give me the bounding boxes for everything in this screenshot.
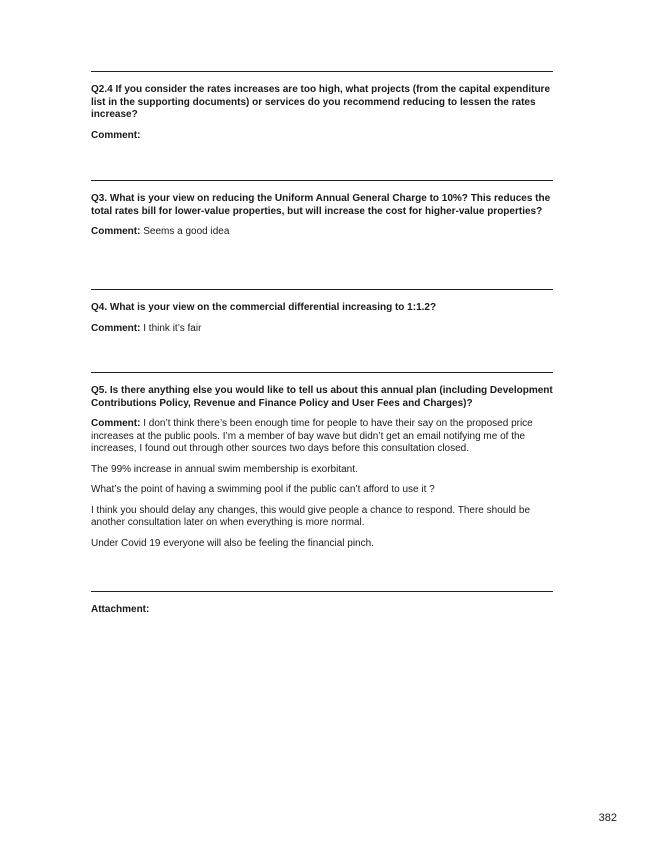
comment-label: Comment: — [91, 322, 141, 334]
comment-label: Comment: — [91, 129, 141, 141]
page-number: 382 — [598, 812, 617, 824]
comment — [91, 130, 553, 143]
question-section-q3 — [91, 180, 553, 239]
comment — [91, 323, 553, 336]
question-section-q2-4 — [91, 71, 553, 142]
question-text: Q3. What is your view on reducing the Uniform Annual General Charge to 10%? This reduces the total rates bill for lower-value properties, but will increase the cost for higher-value properties? — [91, 193, 551, 217]
divider-line — [91, 591, 553, 592]
question-section-q4 — [91, 289, 553, 335]
divider-line — [91, 289, 553, 290]
comment-paragraph: I think you should delay any changes, this would give people a chance to respond. There should be another consultation later on when everything is more normal. — [91, 504, 530, 528]
comment-paragraph: What’s the point of having a swimming pool if the public can’t afford to use it ? — [91, 484, 435, 495]
comment-text: Seems a good idea — [140, 226, 230, 237]
attachment-section — [91, 591, 553, 627]
question-text: Q5. Is there anything else you would like to tell us about this annual plan (including Development Contributions Policy, Revenue and Finance Policy and User Fees and Charges)? — [91, 385, 553, 409]
comment-paragraph: The 99% increase in annual swim membership is exorbitant. — [91, 463, 358, 475]
comment-text: I don’t think there’s been enough time for people to have their say on the proposed price increases at the public pools. I’m a member of bay wave but didn’t get an email notifying me of the increases, I found out through other sources two days before this consultation closed. — [91, 418, 533, 454]
comment — [91, 418, 553, 456]
divider-line — [91, 71, 553, 72]
comment-paragraph: Under Covid 19 everyone will also be feeling the financial pinch. — [91, 537, 374, 549]
comment-text: I think it’s fair — [140, 322, 202, 334]
divider-line — [91, 372, 553, 373]
comment-label: Comment: — [91, 418, 141, 429]
question-text: Q4. What is your view on the commercial differential increasing to 1:1.2? — [91, 302, 437, 313]
attachment-label: Attachment: — [91, 604, 150, 615]
question-text: Q2.4 If you consider the rates increases are too high, what projects (from the capital expenditure list in the supporting documents) or services do you recommend reducing to lessen the rates increase? — [91, 84, 551, 120]
comment — [91, 226, 553, 239]
comment-label: Comment: — [91, 226, 141, 237]
divider-line — [91, 180, 553, 181]
question-section-q5 — [91, 372, 553, 550]
